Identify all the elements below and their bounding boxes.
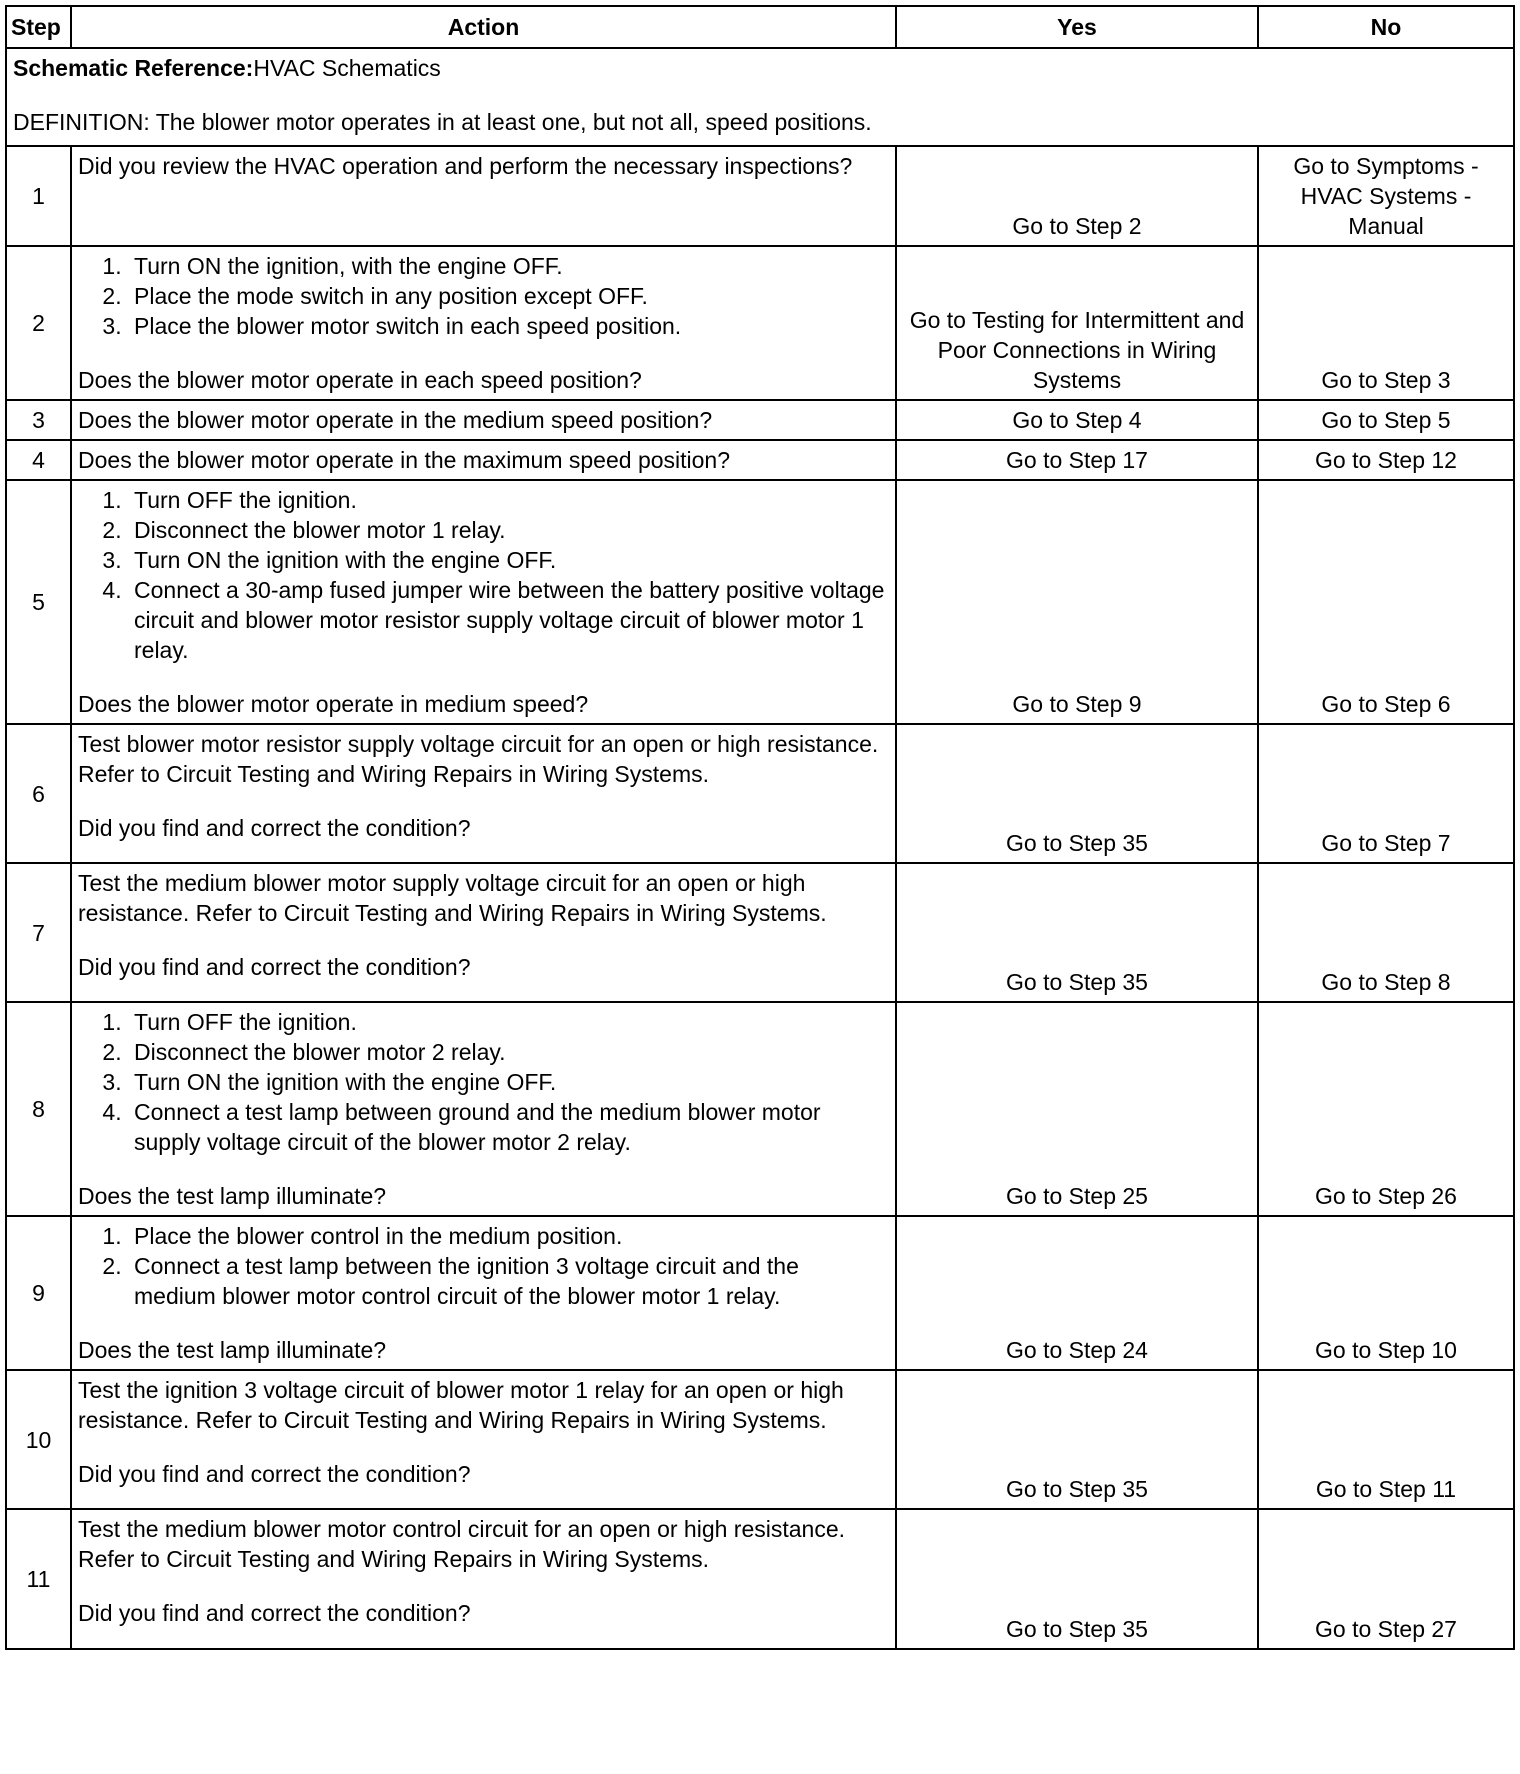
yes-result[interactable]: Go to Step 35 (896, 724, 1258, 863)
no-result[interactable]: Go to Step 10 (1258, 1216, 1514, 1370)
step-number: 10 (6, 1370, 71, 1509)
action-step-item: 1. Turn ON the ignition, with the engine OFF. (128, 251, 885, 281)
action-cell (71, 1216, 896, 1370)
step-row (6, 246, 1514, 400)
action-step-item: 3. Turn ON the ignition with the engine OFF. (128, 1067, 885, 1097)
action-step-item: 3. Place the blower motor switch in each speed position. (128, 311, 885, 341)
no-result[interactable]: Go to Step 3 (1258, 246, 1514, 400)
action-question: Does the blower motor operate in each speed position? (78, 367, 642, 393)
step-row (6, 1216, 1514, 1370)
action-cell (71, 724, 896, 863)
step-row (6, 724, 1514, 863)
action-step-item: 3. Turn ON the ignition with the engine OFF. (128, 545, 885, 575)
action-question: Does the test lamp illuminate? (78, 1183, 387, 1209)
action-question: Does the blower motor operate in the medium speed position? (78, 407, 713, 433)
definition-text: DEFINITION: The blower motor operates in at least one, but not all, speed positions. (13, 109, 872, 135)
schematic-reference-label: Schematic Reference: (13, 55, 254, 81)
no-result[interactable]: Go to Symptoms - HVAC Systems - Manual (1258, 146, 1514, 246)
action-step-item: 2. Place the mode switch in any position except OFF. (128, 281, 885, 311)
step-row (6, 1370, 1514, 1509)
action-cell (71, 146, 896, 246)
no-result[interactable]: Go to Step 26 (1258, 1002, 1514, 1216)
yes-result[interactable]: Go to Testing for Intermittent and Poor Connections in Wiring Systems (896, 246, 1258, 400)
yes-result[interactable]: Go to Step 35 (896, 1370, 1258, 1509)
action-text: Test blower motor resistor supply voltage circuit for an open or high resistance. Refer to Circuit Testing and Wiring Repairs in Wiring Systems. (78, 731, 879, 787)
step-row (6, 480, 1514, 724)
header-yes: Yes (896, 6, 1258, 48)
schematic-reference (13, 53, 1505, 83)
step-number: 7 (6, 863, 71, 1002)
no-result[interactable]: Go to Step 8 (1258, 863, 1514, 1002)
action-question: Does the blower motor operate in medium speed? (78, 691, 589, 717)
step-row (6, 1002, 1514, 1216)
action-text: Test the medium blower motor control circuit for an open or high resistance. Refer to Circuit Testing and Wiring Repairs in Wiring Systems. (78, 1516, 846, 1572)
no-result[interactable]: Go to Step 11 (1258, 1370, 1514, 1509)
step-row (6, 1509, 1514, 1649)
action-step-item: 4. Connect a test lamp between ground and the medium blower motor supply voltage circuit of the blower motor 2 relay. (128, 1097, 885, 1157)
header-action: Action (71, 6, 896, 48)
step-number: 1 (6, 146, 71, 246)
action-step-item: 2. Disconnect the blower motor 2 relay. (128, 1037, 885, 1067)
reference-row (6, 48, 1514, 146)
yes-result[interactable]: Go to Step 9 (896, 480, 1258, 724)
action-cell (71, 400, 896, 440)
step-number: 4 (6, 440, 71, 480)
header-no: No (1258, 6, 1514, 48)
no-result[interactable]: Go to Step 5 (1258, 400, 1514, 440)
action-cell (71, 1370, 896, 1509)
step-number: 3 (6, 400, 71, 440)
no-result[interactable]: Go to Step 6 (1258, 480, 1514, 724)
schematic-reference-link[interactable]: HVAC Schematics (253, 55, 441, 81)
step-number: 5 (6, 480, 71, 724)
step-row (6, 146, 1514, 246)
action-steps-list (78, 1221, 885, 1311)
yes-result[interactable]: Go to Step 35 (896, 1509, 1258, 1649)
step-number: 9 (6, 1216, 71, 1370)
action-question: Did you find and correct the condition? (78, 1600, 471, 1626)
no-result[interactable]: Go to Step 7 (1258, 724, 1514, 863)
no-result[interactable]: Go to Step 27 (1258, 1509, 1514, 1649)
action-question: Did you find and correct the condition? (78, 1461, 471, 1487)
action-steps-list (78, 251, 885, 341)
yes-result[interactable]: Go to Step 2 (896, 146, 1258, 246)
action-question: Does the test lamp illuminate? (78, 1337, 387, 1363)
action-steps-list (78, 1007, 885, 1157)
diagnostic-table (5, 5, 1515, 1650)
header-row (6, 6, 1514, 48)
action-cell (71, 480, 896, 724)
action-step-item: 1. Turn OFF the ignition. (128, 1007, 885, 1037)
yes-result[interactable]: Go to Step 17 (896, 440, 1258, 480)
action-step-item: 2. Disconnect the blower motor 1 relay. (128, 515, 885, 545)
reference-cell (6, 48, 1514, 146)
action-step-item: 4. Connect a 30-amp fused jumper wire between the battery positive voltage circuit and blower motor resistor supply voltage circuit of blower motor 1 relay. (128, 575, 885, 665)
action-question: Did you find and correct the condition? (78, 815, 471, 841)
action-cell (71, 1509, 896, 1649)
action-text: Test the medium blower motor supply voltage circuit for an open or high resistance. Refer to Circuit Testing and Wiring Repairs in Wiring Systems. (78, 870, 827, 926)
step-row (6, 440, 1514, 480)
action-question: Did you review the HVAC operation and perform the necessary inspections? (78, 153, 853, 179)
yes-result[interactable]: Go to Step 4 (896, 400, 1258, 440)
yes-result[interactable]: Go to Step 24 (896, 1216, 1258, 1370)
yes-result[interactable]: Go to Step 25 (896, 1002, 1258, 1216)
action-steps-list (78, 485, 885, 665)
action-step-item: 2. Connect a test lamp between the ignition 3 voltage circuit and the medium blower motor control circuit of the blower motor 1 relay. (128, 1251, 885, 1311)
step-number: 2 (6, 246, 71, 400)
yes-result[interactable]: Go to Step 35 (896, 863, 1258, 1002)
action-question: Did you find and correct the condition? (78, 954, 471, 980)
step-number: 11 (6, 1509, 71, 1649)
step-row (6, 400, 1514, 440)
action-question: Does the blower motor operate in the maximum speed position? (78, 447, 731, 473)
action-cell (71, 1002, 896, 1216)
action-cell (71, 440, 896, 480)
step-row (6, 863, 1514, 1002)
header-step: Step (6, 6, 71, 48)
diagnostic-table-container (5, 5, 1515, 1650)
step-number: 6 (6, 724, 71, 863)
action-cell (71, 246, 896, 400)
action-step-item: 1. Place the blower control in the medium position. (128, 1221, 885, 1251)
action-cell (71, 863, 896, 1002)
action-step-item: 1. Turn OFF the ignition. (128, 485, 885, 515)
action-text: Test the ignition 3 voltage circuit of blower motor 1 relay for an open or high resistance. Refer to Circuit Testing and Wiring Repairs in Wiring Systems. (78, 1377, 844, 1433)
no-result[interactable]: Go to Step 12 (1258, 440, 1514, 480)
step-number: 8 (6, 1002, 71, 1216)
